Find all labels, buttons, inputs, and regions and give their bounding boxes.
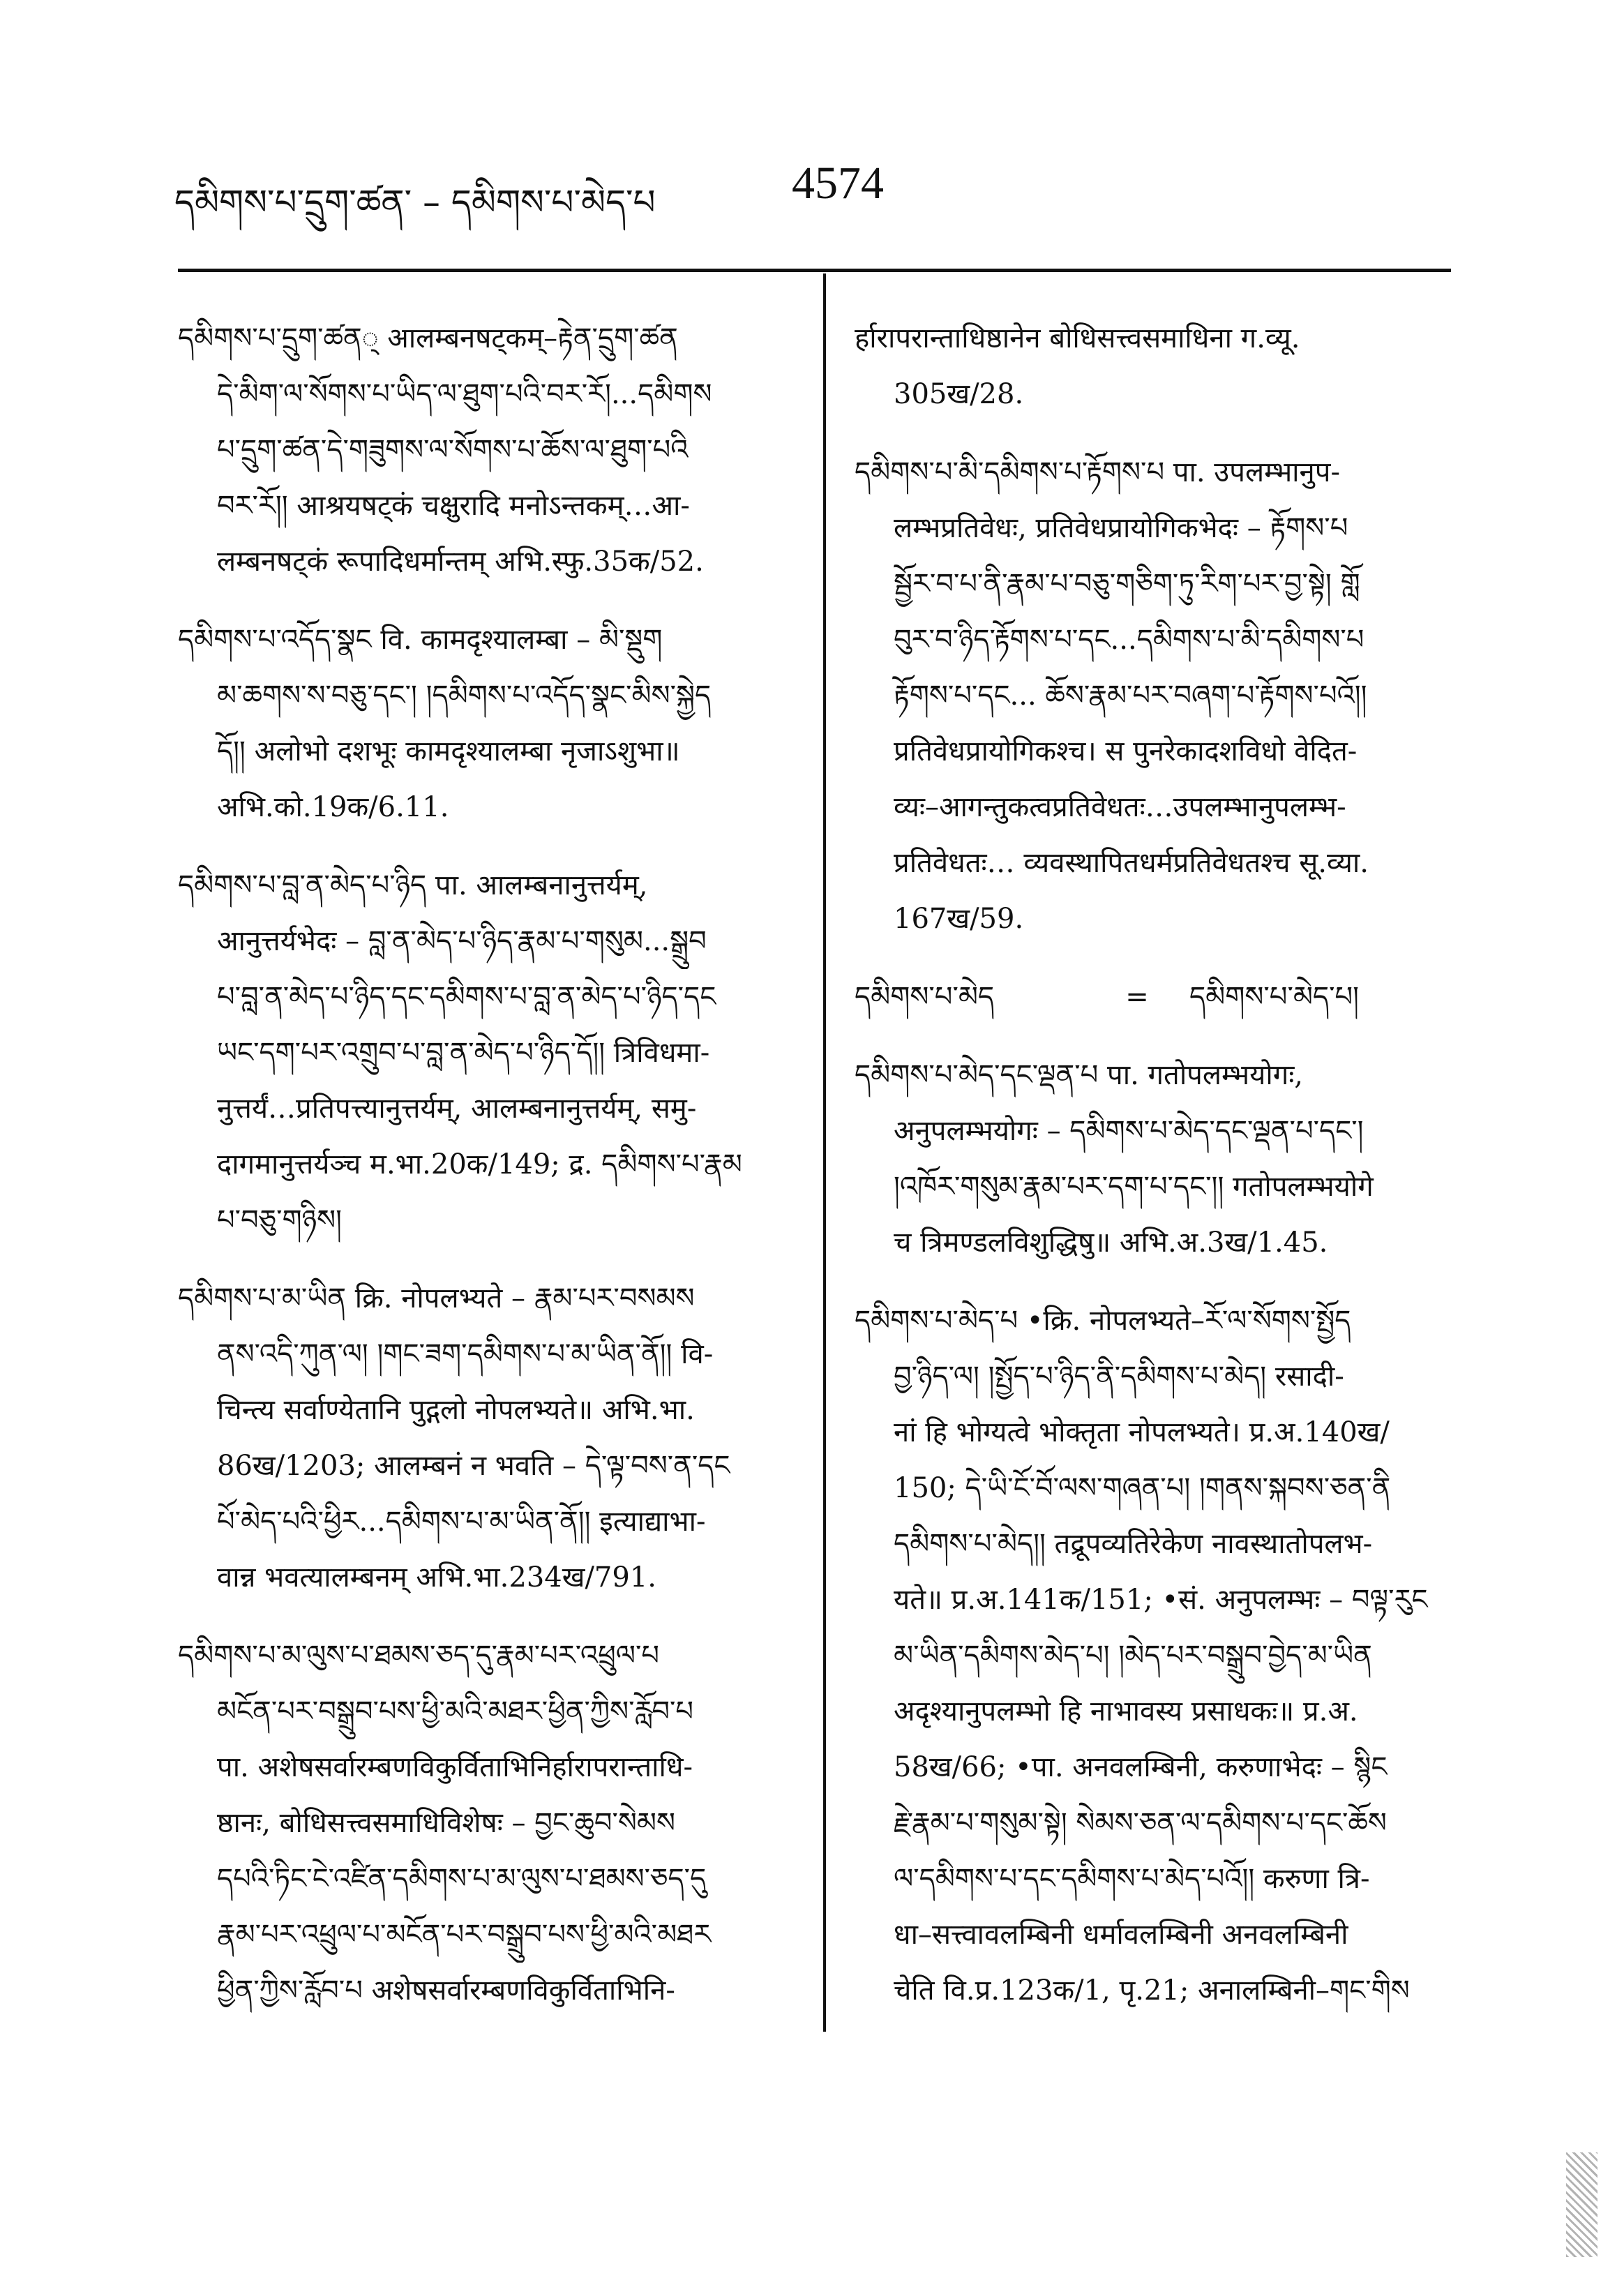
scan-artifact <box>1566 2152 1597 2257</box>
entry-headline: र्हारापरान्ताधिष्ठानेन बोधिसत्त्वसमाधिना ग.व्यू. <box>855 322 1300 354</box>
dictionary-entry <box>855 969 1468 1025</box>
column-divider <box>823 273 826 2032</box>
dictionary-entry <box>178 612 806 835</box>
headword: དམིགས་པ་མེད <box>855 981 995 1013</box>
entry-line: །འཁོར་གསུམ་རྣམ་པར་དག་པ་དང་།། गतोपलम्भयोगे <box>894 1171 1374 1203</box>
entry-line: च त्रिमण्डलविशुद्धिषु॥ अभि.अ.3ख/1.45. <box>894 1227 1328 1259</box>
entry-headline: དམིགས་པ་མི་དམིགས་པ་རྟོགས་པ पा. उपलम्भानुप- <box>855 456 1340 488</box>
entry-line: लम्बनषट्कं रूपादिधर्मान्तम् अभि.स्फु.35क/52. <box>217 546 704 578</box>
entry-line: རྟོགས་པ་དང... ཆོས་རྣམ་པར་བཞག་པ་རྟོགས་པའོ།། <box>894 680 1367 712</box>
right-column <box>855 310 1468 2041</box>
headword: དམིགས་པ་མེད་པ། <box>1189 981 1359 1013</box>
dictionary-entry <box>178 310 806 590</box>
entry-line: པ་བཅུ་གཉིས། <box>217 1204 342 1236</box>
entry-line: अनुपलम्भयोगः – དམིགས་པ་མེད་དང་ལྡན་པ་དང་། <box>894 1115 1364 1147</box>
entry-line: चिन्त्य सर्वाण्येतानि पुद्गलो नोपलभ्यते॥ अभि.भा. <box>217 1394 695 1426</box>
entry-line: མ་ཆགས་ས་བཅུ་དང་། །དམིགས་པ་འདོད་སྣང་མིས་སྐྱེད <box>217 680 712 712</box>
entry-line: དམིགས་པ་མེད།། तद्रूपव्यतिरेकेण नावस्थातोपलभ- <box>894 1528 1373 1560</box>
entry-line: དོ།། अलोभो दशभूः कामदृश्यालम्बा नृजाऽशुभा॥ <box>217 735 680 767</box>
entry-headline: དམིགས་པ་མེད་དང་ལྡན་པ पा. गतोपलम्भयोगः, <box>855 1059 1304 1091</box>
entry-line: སྦྱོར་བ་པ་ནི་རྣམ་པ་བཅུ་གཅིག་ཏུ་རིག་པར་བྱ་སྟེ། གློ <box>894 568 1360 600</box>
dictionary-entry <box>855 1293 1468 2018</box>
equals-sign: = <box>1125 981 1149 1013</box>
entry-line: 305ख/28. <box>894 378 1024 410</box>
entry-line: བྱ་ཉིད་ལ། །སྤྱོད་པ་ཉིད་ནི་དམིགས་པ་མེད། रसादी- <box>894 1361 1344 1393</box>
entry-line: པ་དྲུག་ཚན་དེ་གཟུགས་ལ་སོགས་པ་ཆོས་ལ་ཐུག་པའི <box>217 434 689 466</box>
entry-line: ནས་འདི་ཀུན་ལ། །གང་ཟག་དམིགས་པ་མ་ཡིན་ནོ།། वि- <box>217 1338 714 1370</box>
entry-line: आनुत्तर्यभेदः – བླ་ན་མེད་པ་ཉིད་རྣམ་པ་གསུམ...སྒྲུབ <box>217 925 707 957</box>
dictionary-entry <box>855 1047 1468 1271</box>
entry-line: यते॥ प्र.अ.141क/151; •सं. अनुपलम्भः – བལྟ་རུང <box>894 1584 1428 1616</box>
entry-line: व्यः–आगन्तुकत्वप्रतिवेधतः…उपलम्भानुपलम्भ- <box>894 791 1346 823</box>
entry-line: लम्भप्रतिवेधः, प्रतिवेधप्रायोगिकभेदः – རྟོགས་པ <box>894 512 1348 544</box>
entry-line: པོ་མེད་པའི་ཕྱིར...དམིགས་པ་མ་ཡིན་ནོ།། इत्याद्याभा- <box>217 1506 706 1538</box>
entry-line: अदृश्यानुपलम्भो हि नाभावस्य प्रसाधकः॥ प्र.अ. <box>894 1695 1358 1727</box>
entry-line: प्रतिवेधतः… व्यवस्थापितधर्मप्रतिवेधतश्च सू.व्या. <box>894 847 1369 879</box>
entry-line: नां हि भोग्यत्वे भोक्तृता नोपलभ्यते। प्र.अ.140ख/ <box>894 1416 1390 1448</box>
entry-line: བུར་བ་ཉིད་རྟོགས་པ་དང...དམིགས་པ་མི་དམིགས་པ <box>894 624 1364 656</box>
entry-headline: དམིགས་པ་མ་ཡིན क्रि. नोपलभ्यते – རྣམ་པར་བསམས <box>178 1282 695 1314</box>
entry-line: རྣམ་པར་འཕྲུལ་པ་མངོན་པར་བསྒྲུབ་པས་ཕྱི་མའི་མཐར <box>217 1919 712 1951</box>
entry-line: वान्न भवत्यालम्बनम् अभि.भा.234ख/791. <box>217 1561 656 1594</box>
entry-line: 167ख/59. <box>894 903 1024 935</box>
entry-line: पा. अशेषसर्वारम्बणविकुर्विताभिनिर्हारापरान्ताधि- <box>217 1751 693 1783</box>
header-rule <box>178 269 1451 272</box>
entry-line: ष्ठानः, बोधिसत्त्वसमाधिविशेषः – བྱང་ཆུབ་སེམས <box>217 1807 675 1839</box>
entry-line: दागमानुत्तर्यञ्च म.भा.20क/149; द्र. དམིགས་པ་རྣམ <box>217 1148 742 1181</box>
entry-line: ཕྱིན་ཀྱིས་རློབ་པ अशेषसर्वारम्बणविकुर्विताभिनि- <box>217 1974 675 2007</box>
dictionary-entry <box>178 1628 806 2018</box>
entry-line: प्रतिवेधप्रायोगिकश्च। स पुनरेकादशविधो वेदित- <box>894 735 1358 767</box>
entry-line: 58ख/66; •पा. अनवलम्बिनी, करुणाभेदः – སྙིང <box>894 1751 1388 1783</box>
entry-line: བར་རོ།། आश्रयषट्कं चक्षुरादि मनोऽन्तकम्…आ- <box>217 490 690 522</box>
entry-line: धा–सत्त्वावलम्बिनी धर्मावलम्बिनी अनवलम्बिनी <box>894 1919 1348 1951</box>
entry-headline: དམིགས་པ་མ་ལུས་པ་ཐམས་ཅད་དུ་རྣམ་པར་འཕྲུལ་པ <box>178 1640 660 1672</box>
cross-reference-row <box>855 969 1468 1025</box>
entry-line: 150; དེ་ཡི་ངོ་བོ་ལས་གཞན་པ། །གནས་སྐབས་ཅན་ནི <box>894 1472 1391 1504</box>
entry-line: མངོན་པར་བསྒྲུབ་པས་ཕྱི་མའི་མཐར་ཕྱིན་ཀྱིས་རློབ་པ <box>217 1695 694 1727</box>
entry-line: ཡང་དག་པར་འགྲུབ་པ་བླ་ན་མེད་པ་ཉིད་དོ།། त्रिविधमा- <box>217 1037 710 1069</box>
running-head <box>174 157 1443 223</box>
left-column <box>178 310 806 2041</box>
entry-headline: དམིགས་པ་བླ་ན་མེད་པ་ཉིད पा. आलम्बनानुत्तर्यम्, <box>178 869 648 901</box>
entry-headline: དམིགས་པ་མེད་པ •क्रि. नोपलभ्यते–རོ་ལ་སོགས་སྤྱོད <box>855 1305 1351 1337</box>
entry-line: མ་ཡིན་དམིགས་མེད་པ། །མེད་པར་བསྒྲུབ་བྱེད་མ་ཡིན <box>894 1640 1372 1672</box>
entry-line: དེ་མིག་ལ་སོགས་པ་ཡིད་ལ་ཐུག་པའི་བར་རོ།...དམིགས <box>217 378 712 410</box>
dictionary-entry <box>178 1271 806 1605</box>
dictionary-entry <box>855 310 1468 422</box>
header-headwords: དམིགས་པ་དྲུག་ཚན་ – དམིགས་པ་མེད་པ <box>174 182 656 223</box>
entry-line: དཔའི་ཏིང་ངེ་འཛིན་དམིགས་པ་མ་ལུས་པ་ཐམས་ཅད་དུ <box>217 1863 707 1895</box>
dictionary-entry <box>855 444 1468 947</box>
dictionary-entry <box>178 857 806 1248</box>
entry-line: नुत्तर्यं…प्रतिपत्त्यानुत्तर्यम्, आलम्बनानुत्तर्यम्, समु- <box>217 1093 697 1125</box>
page-number: 4574 <box>792 158 884 209</box>
entry-line: ལ་དམིགས་པ་དང་དམིགས་པ་མེད་པའོ།། करुणा त्रि- <box>894 1863 1370 1895</box>
entry-line: 86ख/1203; आलम्बनं न भवति – དེ་ལྟ་བས་ན་དང <box>217 1450 730 1482</box>
entry-headline: དམིགས་པ་འདོད་སྣང वि. कामदृश्यालम्बा – མི་སྡུག <box>178 624 663 656</box>
entry-line: རྗེ་རྣམ་པ་གསུམ་སྟེ། སེམས་ཅན་ལ་དམིགས་པ་དང་ཆོས <box>894 1807 1387 1839</box>
entry-line: चेति वि.प्र.123क/1, पृ.21; अनालम्बिनी–གང་གིས <box>894 1974 1410 2007</box>
entry-line: अभि.को.19क/6.11. <box>217 791 449 823</box>
entry-headline: དམིགས་པ་དྲུག་ཚན् आलम्बनषट्कम्–རྟེན་དྲུག་ཚན <box>178 322 678 354</box>
entry-line: པ་བླ་ན་མེད་པ་ཉིད་དང་དམིགས་པ་བླ་ན་མེད་པ་ཉིད་དང <box>217 981 716 1013</box>
